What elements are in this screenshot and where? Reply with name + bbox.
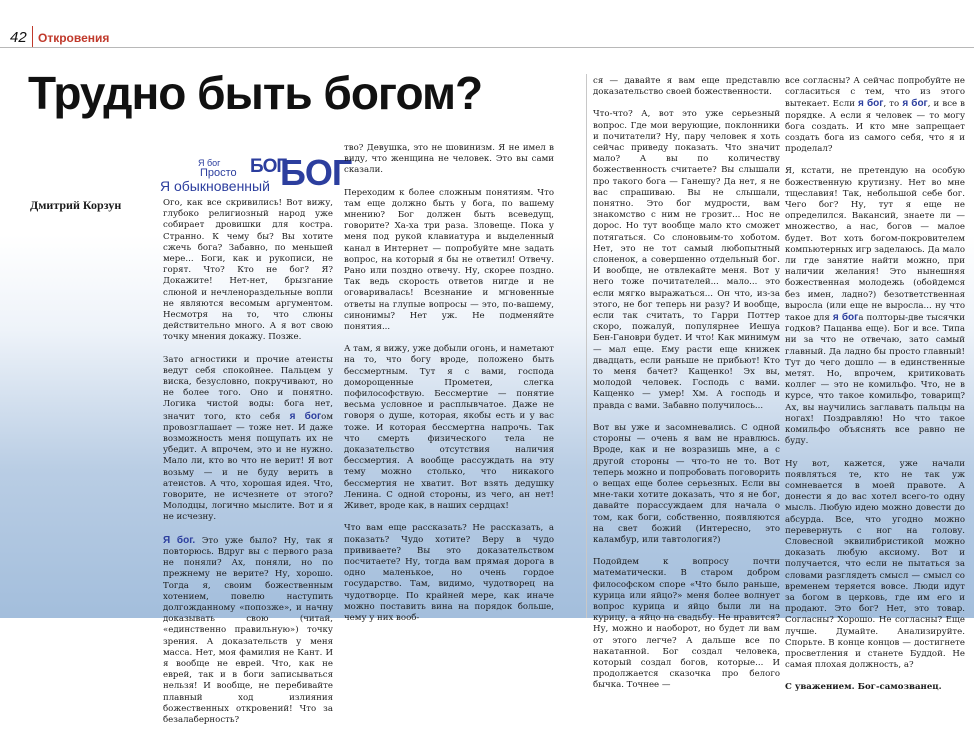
paragraph: ся — давайте я вам еще представлю доказательство своей божественности. — [593, 76, 780, 98]
header-divider — [32, 26, 33, 48]
paragraph — [163, 535, 333, 726]
column-divider — [586, 74, 587, 618]
text-column-2 — [344, 143, 554, 635]
paragraph-text: , то — [883, 99, 900, 110]
paragraph: Ну вот, кажется, уже начали появляться те, кто не так уж сомневается в моей правоте. А донести я до вас хотел всего-то одну мысль. Любую идею можно довести до абсурда. Все, что угодно можно перевернуть с ног на голову. Словесной эквилибристикой можно доказать любую аксиому. Вот и получается, что если не пытаться за словами разглядеть смысл — смысл со временем теряется вовсе. Люди идут за богом в церковь, где им его и продают. Это бог? Нет, это товар. Согласны? Хорошо. Не согласны? Еще лучше. Думайте. Анализируйте. Спорьте. В конце концов — достигнете просветления и станете Буддой. Не самая плохая должность, а? — [785, 458, 965, 671]
paragraph: А там, я вижу, уже добыли огонь, и наметают на то, что богу вроде, положено быть бессмертным. Тут я с вами, господа доморощенные Прометеи, слегка пофилософствую. Бессмертие — понятие весьма условное и расплывчатое. Даже не говоря о душе, которая, якобы есть и у вас тоже. И которая бессмертна напрочь. Так что смерть физического тела не доказательство отсутствия наличия бессмертия. А вообще рассуждать на эту тему можно столько, что никакого бессмертия не хватит. Вот взять дедушку Ленина. С одной стороны, из чего, ан нет! Живет, вроде как, в наших сердцах! — [344, 344, 554, 512]
paragraph-text: Это уже было? Ну, так я повторюсь. Вдруг вы с первого раза не поняли? Ах, поняли, но по прежнему не верите? Ну, хорошо. Тогда я, своим божественным хотением, повелю наступить долгожданному «попозже», и начну доказывать свою (читай, «единственно правильную») точку зрения. А доказательств у меня масса. Нет, моя фамилия не Кант. И я вообще не еврей. Что, как не еврей, так и в боги записываться нельзя! И вообще, не перебивайте плавный ход излияния божественных откровений! Что за безалаберность? — [163, 535, 334, 725]
paragraph: Переходим к более сложным понятиям. Что там еще должно быть у бога, по вашему мнению? Бог должен быть всеведущ, говорите? Ха-ха три раза. Зловеще. Пока у меня под рукой клавиатура и выделенный канал в Интернет — попробуйте мне задать вопрос, на который я бы не ответил! Отвечу. Рано или поздно отвечу. Ну, скорее поздно. Так ведь скорость ответов нигде и не оговаривалась! Всезнание и мгновенные ответы на глупые вопросы — это, по-вашему, синонимы? Нет уж. Не подменяйте понятия... — [344, 187, 554, 333]
paragraph: тво? Девушка, это не шовинизм. Я не имел в виду, что женщина не человек. Это вы сами сказали. — [344, 143, 554, 176]
paragraph — [785, 166, 965, 447]
paragraph: Вот вы уже и засомневались. С одной стороны — очень я вам не нравлюсь. Вроде, как и не возразишь мне, а с другой стороны — что-то не то. Вот теперь можно и попробовать поговорить о вещах еще более серьезных. Если вы мне-таки хотите доказать, что я не бог, давайте порассуждаем для начала о том, как боги, собственно, появляются на свет божий (Интересно, это каламбур, или тавтология?) — [593, 422, 780, 545]
paragraph — [163, 355, 333, 524]
paragraph: Что-что? А, вот это уже серьезный вопрос. Где мои верующие, поклонники и почитатели? Ну, пару человек я хоть сейчас приведу показать. Что значит мало? А вы по количеству божественность считаете? Вы слышали про такого бога — Ганешу? Да нет, я не вас спрашиваю. Вы не слышали, понятно. Это бог мудрости, вам знакомство с ним не грозит... Нос не дорос. Но тут вообще мало кто сможет потягаться. Со слоновьим-то хоботом. Нет, это не тот самый любопытный слоненок, а совершенно отдельный бог. И вообще, не отвлекайте меня. Вот у него тоже почитателей... мало... это если мягко выражаться... Он что, из-за этого, не бог теперь ни разу? И вообще, если так считать, то Гарри Поттер скоро, пожалуй, популярнее Иешуа Бен-Гановри будет. И что! Как минимум — мал еще. Ему расти еще книжек двадцать, если раньше не прибьют! Кто то меня бачет? Кащенко! Эх вы, молодой человек. Господь с вами. Кащенко — умер! Хм. А господь и правда с вами. Забавно получилось... — [593, 109, 780, 411]
highlight-ya-bog: я бог — [289, 410, 322, 422]
page-number: 42 — [10, 29, 27, 46]
page-header — [0, 26, 974, 48]
paragraph: Подойдем к вопросу почти математически. В старом добром философском споре «Что было раньше, курица или яйцо?» меня более волнует вопрос курица и яйцо были ли на курицу, а яйцо на свадьбу. Не нравится? Ну, можно и наоборот, но будет ли вам от этого легче? А дальше все по накатанной. Бог создал человека, который создал богов, которые... И продолжается сказочка про белого бычка. Точнее — — [593, 557, 780, 691]
article-deck — [160, 154, 350, 196]
article-title: Трудно быть богом? — [28, 67, 483, 119]
deck-line-1: Я бог — [198, 158, 221, 168]
paragraph-text: все согласны? А сейчас попробуйте не согласиться с тем, что из этого вытекает. Если — [785, 76, 965, 110]
highlight-ya-bog: я бог — [858, 98, 884, 110]
paragraph-text: Я, кстати, не претендую на особую божественную крутизну. Нет во мне тщеславия! Так, небольшой себе бог. Чего бог? Ну, тут я еще не определился. Вакансий, знаете ли — множество, а нас, богов — малое будет. Вот хоть богом-покровителем компьютерных игр заделаюсь. Да мало ли где занятие найти можно, при наличии желания! Это нынешняя божественная молодежь (обойдемся без имен, ладно?) безответственная выросла (или еще не выросла... ну что такое для — [785, 166, 965, 324]
paragraph-text: а полторы-две тысячки годков? Пацанва еще). Бог и все. Типа ни за что не отвечаю, зато самый главный. Да ладно бы просто главный! Тут до чего дошло — в единственные метят. Но, впрочем, критиковать коллег — это не комильфо. Что, не в курсе, что такое комильфо, товарищ? Ах, вы научились заглавать пальцы на ногах! Поздравляю! Но что такое комильфо объяснять все равно не буду. — [785, 313, 965, 447]
author-name: Дмитрий Корзун — [30, 198, 122, 212]
deck-line-5: БОГ — [280, 152, 352, 193]
header-rule — [0, 47, 974, 48]
text-column-3 — [593, 76, 780, 703]
paragraph: Что вам еще рассказать? Не рассказать, а показать? Чудо хотите? Веру в чудо прививаете? Вы это доказательством посчитаете? Ну, тогда вам прямая дорога в одно маленькое, но очень гордое государство. Там, видимо, чудотворец на чудотворце. По крайней мере, как иначе можно поставить вина на порядок больше, чему у них вооб- — [344, 523, 554, 623]
paragraph-text: , и все в порядке. А если я человек — то могу бога создать. И кто мне запрещает создать бога из самого себя, что я и проделал? — [785, 99, 966, 155]
deck-line-2: Просто — [200, 167, 237, 179]
text-column-4 — [785, 76, 965, 705]
deck-line-4: Я обыкновенный — [160, 178, 270, 194]
paragraph — [785, 76, 965, 155]
paragraph: Ого, как все скривились! Вот вижу, глубоко религиозный народ уже собирает дровишки для костра. Странно. К чему бы? Вы хотите сжечь бога? Забавно, по меньшей мере... Боги, как и рукописи, не горят. Что? Кто не бог? Я? Докажите! Нет-нет, брызгание слюной и нечленораздельные вопли не являются весомым аргументом. Несмотря на то, что слюны действительно много. А я вот свою точку мнения докажу. Позже. — [163, 198, 333, 343]
highlight-ya-bog: я бог — [902, 98, 928, 110]
text-column-1 — [163, 198, 333, 737]
section-title: Откровения — [38, 31, 110, 45]
paragraph-text: Зато агностики и прочие атеисты ведут себя спокойнее. Пальцем у виска, безусловно, покручивают, но не более того. Оно и понятно. Логика чистой воды: бога нет, значит того, кто себя — [163, 354, 333, 422]
highlight-ya-bog: Я бог. — [163, 534, 196, 546]
highlight-ya-bog: я бог — [832, 312, 859, 324]
deck-line-3: БОГ — [250, 156, 287, 177]
signature: С уважением. Бог-самозванец. — [785, 682, 942, 693]
paragraph-text: ом провозглашает — тоже нет. И даже возможность меня пощупать их не убедит. А впрочем, это и не нужно. Мало ли, кто во что не верит! Я вот возьму — и не буду верить в атеистов. А что, хорошая идея. Что, говорите, не исчезнете от этого? Молодцы, логично мыслите. Вот и я не исчезну. — [163, 411, 333, 523]
